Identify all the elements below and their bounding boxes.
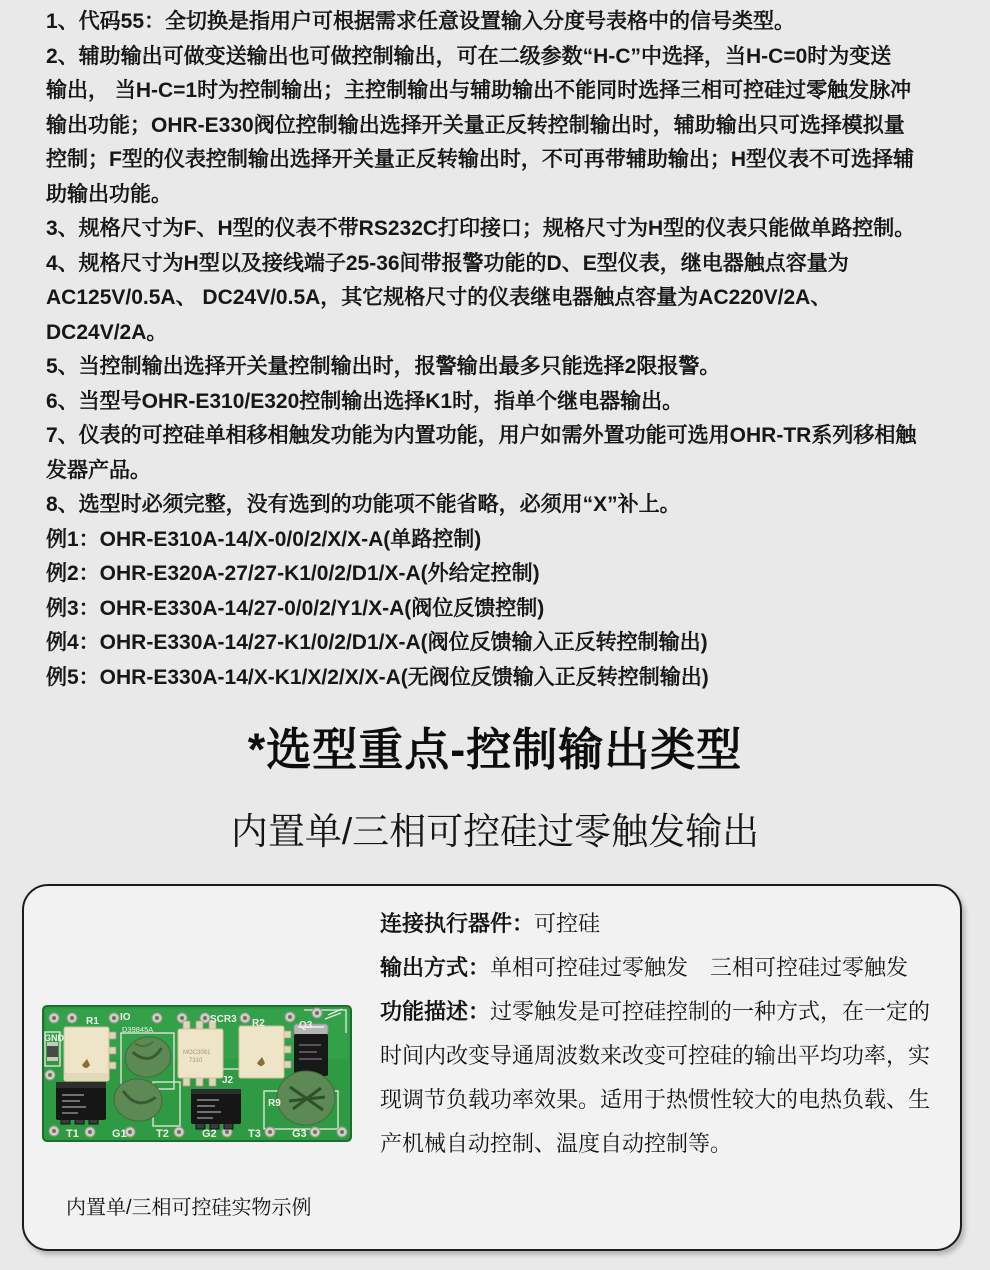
note-line: 例4：OHR-E330A-14/27-K1/0/2/D1/X-A(阀位反馈输入正反转控制输出) — [46, 631, 708, 654]
note-line: 5、当控制输出选择开关量控制输出时，报警输出最多只能选择2限报警。 — [46, 355, 721, 378]
spec-text: 产机械自动控制、温度自动控制等。 — [380, 1131, 733, 1157]
pcb-label-r2: R2 — [252, 1018, 265, 1030]
pcb-label-t1: T1 — [66, 1128, 79, 1141]
spec-text: 单相可控硅过零触发 三相可控硅过零触发 — [490, 955, 909, 981]
pcb-label-r1: R1 — [86, 1016, 99, 1028]
pcb-caption: 内置单/三相可控硅实物示例 — [66, 1197, 312, 1220]
triac-package-2 — [191, 1089, 241, 1129]
note-line: 6、当型号OHR-E310/E320控制输出选择K1时，指单个继电器输出。 — [46, 389, 684, 413]
triac-package-1 — [56, 1082, 106, 1124]
spec-label: 连接执行器件： — [380, 911, 535, 937]
note-line: 2、辅助输出可做变送输出也可做控制输出，可在二级参数“H-C”中选择，当H-C=0时为变送 — [46, 44, 892, 68]
pcb-label-q3: Q3 — [299, 1020, 313, 1032]
pcb-label-g1: G1 — [112, 1128, 127, 1141]
spec-list — [380, 902, 946, 1166]
pcb-label-g2: G2 — [202, 1128, 217, 1141]
pcb-label-part: D39845A — [122, 1025, 154, 1035]
spec-line — [380, 946, 946, 990]
spec-line — [380, 1034, 946, 1078]
note-line: 发器产品。 — [46, 458, 151, 482]
note-line: 例1：OHR-E310A-14/X-0/0/2/X/X-A(单路控制) — [46, 527, 482, 551]
note-line: 例3：OHR-E330A-14/27-0/0/2/Y1/X-A(阀位反馈控制) — [46, 596, 545, 620]
spec-line — [380, 1078, 946, 1122]
note-line: 3、规格尺寸为F、H型的仪表不带RS232C打印接口；规格尺寸为H型的仪表只能做单路控制。 — [46, 217, 916, 240]
pcb-label-t2: T2 — [156, 1128, 169, 1141]
spec-text: 现调节负载功率效果。适用于热惯性较大的电热负载、生 — [380, 1087, 931, 1113]
ic-marking: MOC3061 — [183, 1050, 211, 1057]
note-line: 输出功能；OHR-E330阀位控制输出选择开关量正反转控制输出时，辅助输出只可选择模拟量 — [46, 113, 905, 137]
note-line: 4、规格尺寸为H型以及接线端子25-36间带报警功能的D、E型仪表，继电器触点容量为 — [46, 251, 849, 275]
note-line: 7、仪表的可控硅单相移相触发功能为内置功能，用户如需外置功能可选用OHR-TR系列移相触 — [46, 424, 917, 447]
page-subtitle: 内置单/三相可控硅过零触发输出 — [230, 811, 760, 852]
note-line: 1、代码55：全切换是指用户可根据需求任意设置输入分度号表格中的信号类型。 — [46, 10, 796, 33]
note-line: 例2：OHR-E320A-27/27-K1/0/2/D1/X-A(外给定控制) — [46, 562, 540, 585]
note-line: 8、选型时必须完整，没有选到的功能项不能省略，必须用“X”补上。 — [46, 493, 681, 516]
page-title: *选型重点-控制输出类型 — [247, 724, 743, 775]
spec-label: 输出方式： — [380, 955, 491, 981]
pcb-label-io: IO — [120, 1012, 131, 1024]
note-line: 控制；F型的仪表控制输出选择开关量正反转输出时，不可再带辅助输出；H型仪表不可选择辅 — [46, 148, 914, 171]
note-line: 输出， 当H-C=1时为控制输出；主控制输出与辅助输出不能同时选择三相可控硅过零触发脉冲 — [46, 79, 912, 102]
note-line: 例5：OHR-E330A-14/X-K1/X/2/X/X-A(无阀位反馈输入正反转控制输出) — [46, 665, 709, 689]
spec-line — [380, 902, 946, 946]
transistor-q3 — [294, 1024, 328, 1076]
spec-text: 时间内改变导通周波数来改变可控硅的输出平均功率，实 — [380, 1043, 931, 1069]
optocoupler-ic-1 — [64, 1027, 116, 1081]
spec-label: 功能描述： — [380, 999, 491, 1025]
pcb-label-g3: G3 — [292, 1128, 307, 1141]
pcb-label-j2: J2 — [222, 1075, 234, 1087]
note-line: 助输出功能。 — [46, 182, 172, 206]
spec-text: 过零触发是可控硅控制的一种方式，在一定的 — [490, 999, 931, 1025]
spec-line — [380, 1122, 946, 1166]
control-output-panel — [22, 884, 962, 1251]
pcb-label-t3: T3 — [248, 1128, 261, 1141]
spec-line — [380, 990, 946, 1034]
note-line: DC24V/2A。 — [46, 320, 168, 344]
green-blob-3 — [277, 1071, 335, 1125]
pcb-smd-resistor — [47, 1042, 58, 1061]
pcb-photo — [42, 1005, 352, 1142]
ic-marking-2: 7310 — [189, 1058, 203, 1065]
optocoupler-ic-3 — [239, 1026, 291, 1078]
note-line: AC125V/0.5A、 DC24V/0.5A，其它规格尺寸的仪表继电器触点容量为AC220V/2A、 — [46, 286, 832, 309]
pcb-label-r9: R9 — [268, 1098, 281, 1110]
spec-text: 可控硅 — [534, 911, 601, 937]
pcb-label-scr3: SCR3 — [210, 1014, 237, 1026]
optocoupler-ic-2 — [178, 1021, 223, 1086]
pcb-label-gnd: GND — [44, 1033, 64, 1044]
pcb-board-image — [42, 1005, 352, 1142]
